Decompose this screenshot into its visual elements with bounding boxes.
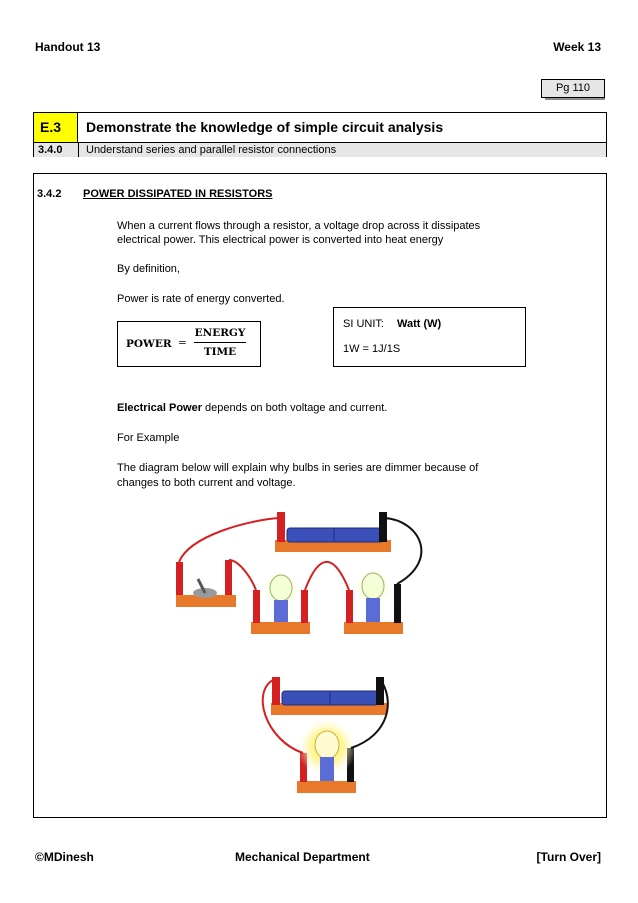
bulb-1 <box>274 600 288 622</box>
footer-turn-over: [Turn Over] <box>536 850 601 864</box>
diagram-intro-line1: The diagram below will explain why bulbs in series are dimmer because of <box>117 462 479 474</box>
formula-numerator: ENERGY <box>194 327 246 339</box>
page-label: Pg 110 <box>541 79 605 98</box>
para1-line2: electrical power. This electrical power is converted into heat energy <box>117 234 444 246</box>
si-unit-relation: 1W = 1J/1S <box>343 343 401 355</box>
si-unit-label: SI UNIT: <box>343 318 384 330</box>
header-left: Handout 13 <box>35 40 101 54</box>
bulb-2 <box>366 598 380 622</box>
series-circuit <box>176 512 421 634</box>
battery-positive-terminal <box>277 512 285 542</box>
bulb-board-2 <box>344 622 403 634</box>
for-example: For Example <box>117 432 180 444</box>
para1-line1: When a current flows through a resistor, a voltage drop across it dissipates <box>117 220 481 232</box>
section-code: E.3 <box>34 113 78 142</box>
power-rate-text: Power is rate of energy converted. <box>117 293 285 305</box>
by-definition: By definition, <box>117 263 180 275</box>
electrical-power-bold: Electrical Power <box>117 402 202 414</box>
topic-title: POWER DISSIPATED IN RESISTORS <box>83 188 273 200</box>
topic-number: 3.4.2 <box>37 188 62 200</box>
subsection-code: 3.4.0 <box>38 144 63 156</box>
battery <box>287 528 383 542</box>
footer-department: Mechanical Department <box>235 850 370 864</box>
bulb-3 <box>320 757 334 781</box>
electrical-power-rest: depends on both voltage and current. <box>202 402 388 414</box>
formula-equals: = <box>178 337 187 349</box>
si-unit-value: Watt (W) <box>397 318 442 330</box>
section-title: Demonstrate the knowledge of simple circuit analysis <box>86 119 444 135</box>
wire-red <box>179 518 279 562</box>
bulb-board-1 <box>251 622 310 634</box>
footer-author: ©MDinesh <box>35 850 94 864</box>
bulb-board-3 <box>297 781 356 793</box>
battery-negative-terminal <box>379 512 387 542</box>
header-right: Week 13 <box>553 40 601 54</box>
subsection-title: Understand series and parallel resistor connections <box>86 144 337 156</box>
single-bulb-circuit <box>263 677 388 793</box>
formula-denominator: TIME <box>203 346 237 358</box>
formula-lhs: POWER <box>126 338 172 350</box>
diagram-intro-line2: changes to both current and voltage. <box>117 477 296 489</box>
